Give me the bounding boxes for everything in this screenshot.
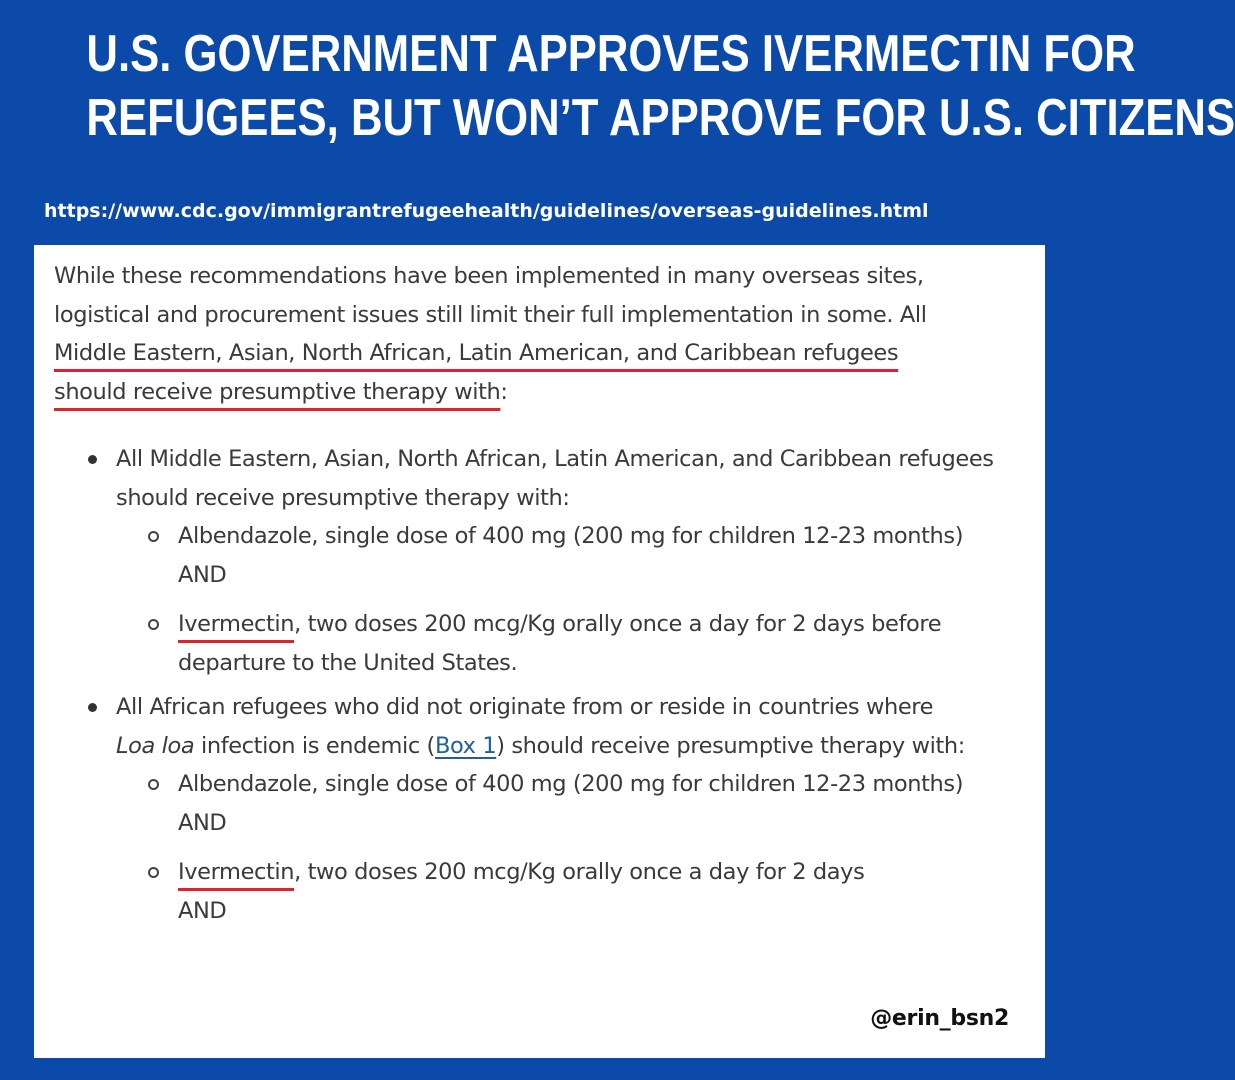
headline-line-2: REFUGEES, BUT WON’T APPROVE FOR U.S. CITIZENS — [86, 89, 1235, 147]
ivermectin-label: Ivermectin — [178, 611, 295, 637]
sub-item-ivermectin — [116, 605, 1034, 682]
and-label: AND — [178, 897, 227, 924]
bullet-2-text-c: ) should receive presumptive therapy with: — [496, 732, 965, 759]
headline — [86, 22, 1235, 150]
intro-text-b: logistical and procurement issues still limit their full implementation in some. All — [54, 301, 927, 328]
box-1-link[interactable]: Box 1 — [434, 732, 497, 759]
cdc-excerpt-screenshot — [34, 245, 1045, 1058]
intro-paragraph — [54, 257, 1034, 411]
intro-underlined-1: Middle Eastern, Asian, North African, Latin American, and Caribbean refugees — [54, 340, 899, 366]
hollow-bullet-icon — [148, 619, 159, 630]
author-handle: @erin_bsn2 — [870, 1006, 1009, 1031]
bullet-african-refugees — [54, 688, 1034, 930]
ivermectin-dosage-text: , two doses 200 mcg/Kg orally once a day for 2 days before departure to the United States. — [178, 611, 942, 676]
and-label: AND — [178, 809, 227, 836]
bullet-dot-icon — [88, 455, 97, 464]
therapy-list — [54, 440, 1034, 930]
bullet-2-text-b: infection is endemic ( — [194, 732, 435, 759]
bullet-middle-eastern-refugees — [54, 440, 1034, 682]
bullet-1-text: All Middle Eastern, Asian, North African, Latin American, and Caribbean refugees should receive presumptive therapy with: — [116, 446, 994, 511]
intro-text-a: While these recommendations have been implemented in many overseas sites, — [54, 263, 924, 289]
sub-item-ivermectin — [116, 853, 1034, 930]
hollow-bullet-icon — [148, 531, 159, 542]
bullet-1-sub-list — [116, 517, 1034, 682]
hollow-bullet-icon — [148, 867, 159, 878]
ivermectin-label: Ivermectin — [178, 859, 295, 885]
intro-end: : — [500, 378, 508, 405]
bullet-dot-icon — [88, 703, 97, 712]
albendazole-text: Albendazole, single dose of 400 mg (200 mg for children 12-23 months) — [178, 771, 964, 797]
source-url: https://www.cdc.gov/immigrantrefugeehealth/guidelines/overseas-guidelines.html — [44, 200, 929, 222]
sub-item-albendazole — [116, 765, 1034, 842]
guideline-text — [54, 257, 1034, 936]
loa-loa-term: Loa loa — [116, 732, 195, 759]
ivermectin-dosage-text: , two doses 200 mcg/Kg orally once a day for 2 days — [294, 859, 865, 885]
sub-item-albendazole — [116, 517, 1034, 594]
bullet-2-sub-list — [116, 765, 1034, 930]
bullet-2-text-a: All African refugees who did not originate from or reside in countries where — [116, 694, 934, 720]
albendazole-text: Albendazole, single dose of 400 mg (200 mg for children 12-23 months) — [178, 523, 964, 549]
and-label: AND — [178, 561, 227, 588]
headline-line-1: U.S. GOVERNMENT APPROVES IVERMECTIN FOR — [86, 25, 1136, 83]
intro-underlined-2: should receive presumptive therapy with — [54, 378, 501, 405]
hollow-bullet-icon — [148, 779, 159, 790]
